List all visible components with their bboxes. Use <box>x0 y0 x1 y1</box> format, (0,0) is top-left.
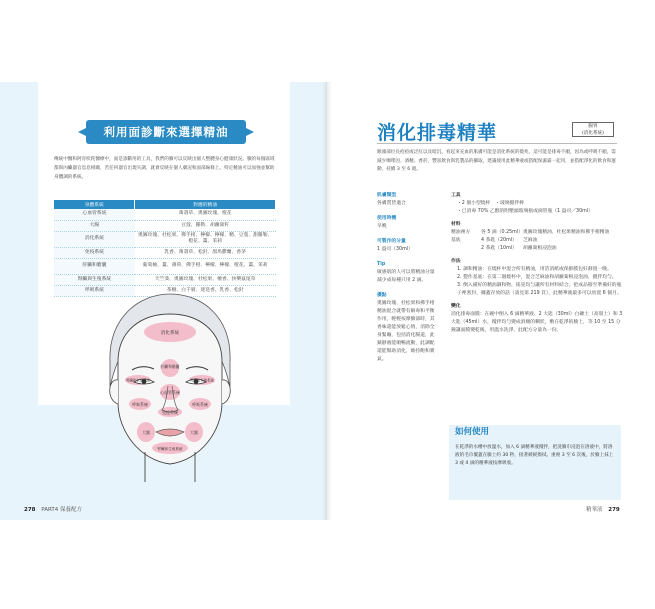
label-liver: 肝臟和膽囊 <box>160 364 180 369</box>
label-colon-right: 大腸 <box>190 430 198 435</box>
table-row <box>54 247 276 258</box>
badge-line-1: 腸胃 <box>588 124 598 129</box>
face-map-illustration <box>90 292 250 482</box>
table-row <box>54 258 276 274</box>
table-row <box>54 220 276 231</box>
table-cell-oil: 乳香、萬壽草、松針、甜馬鬱蘭、香茅 <box>135 247 276 258</box>
benefit-text: 奧圖玫瑰、杜松果和佛手柑精油混合就帶有解毒和平衡作用，輕輕按摩臉部時，其香味還能放鬆心情，消除全身緊繃，包括消化腸道，此鎮靜液能順暢流動，此調配還能幫助消化，維持飽和實氣。 <box>377 301 435 362</box>
material-qty: 各 5 滴（0.25ml） <box>481 230 523 235</box>
label-resp-right: 呼吸系統 <box>192 402 208 407</box>
left-ear <box>110 380 118 404</box>
step-item: 3. 倒入備好的精油調和物，搖晃均勻讓所有材料結合。把成品移至準備好的瓶子裡密封，據蓋存放的話（請見第 219 頁），此精華液最多可以放置 6 個月。 <box>457 283 622 296</box>
label-cardio: 心血管系統 <box>160 390 180 395</box>
label-kidney-right: 腎臟和生殖系統 <box>190 378 214 383</box>
material-row <box>451 237 623 245</box>
title-divider <box>377 143 617 144</box>
section-banner-title: 利用面診斷來選擇精油 <box>103 125 229 139</box>
usage-time-label: 使用時機 <box>377 216 397 221</box>
category-badge <box>572 122 614 137</box>
page-gutter <box>322 82 332 520</box>
material-kind <box>451 245 481 253</box>
tool-item: ・已消毒 70% 乙醇的附壓頭玻璃瓶或滴管瓶（1 盎司／30ml） <box>457 209 593 214</box>
table-cell-system: 呼吸系統 <box>54 285 135 296</box>
table-row <box>54 209 276 220</box>
dose-label: 可製作的分量 <box>377 239 406 244</box>
section-banner <box>86 120 246 144</box>
left-intro-text: 傳統中醫和阿育吠陀醫療中，面是診斷用的工具，我們的臉可以反映出個人整體身心健康狀況。臉的每個區域都與內臟器官息息相關，若任何器官出現失調，就會反映在個人膚況和面部線條上。特定精油可以加強並幫助身體調的系統。 <box>54 157 275 180</box>
recipe-info-column <box>377 192 439 364</box>
label-resp-left: 呼吸系統 <box>132 402 148 407</box>
how-to-use-text: 在乾淨的水槽中放溫水，加入 6 滴精華液攪拌，把洗臉巾浸泡在溶液中，將溶液的毛巾覆蓋在臉上約 30 秒，接著緩緩擦拭。重複 3 至 6 次後，於臉上抹上 3 或 4 滴的精華液按摩吸收。 <box>455 445 614 466</box>
skin-type-label: 肌膚類型 <box>377 193 397 198</box>
label-digestive: 消化系統 <box>160 331 180 336</box>
table-header-oil: 對應的精油 <box>135 200 276 209</box>
table-cell-system: 大腸 <box>54 220 135 231</box>
material-kind: 基底 <box>451 238 461 243</box>
tools-label: 工具 <box>451 193 461 198</box>
material-name: 芝麻油 <box>523 238 538 243</box>
recipe-title: 消化排毒精華 <box>377 122 498 144</box>
table-cell-system: 消化系統 <box>54 231 135 247</box>
table-cell-system: 肝臟和膽囊 <box>54 258 135 274</box>
variation-label: 變化 <box>451 304 461 309</box>
right-page-number: 279 <box>608 507 620 513</box>
system-oil-table <box>54 200 276 297</box>
materials-label: 材料 <box>451 222 461 227</box>
table-cell-oil: 豆蔻、羅勒、胡蘿蔔籽 <box>135 220 276 231</box>
table-cell-oil: 茶樹、白千層、迷迭香、乳香、松針 <box>135 285 276 296</box>
right-ear <box>222 380 230 404</box>
left-page-footer <box>24 505 82 513</box>
material-name: 胡蘿蔔根浸泡油 <box>523 246 557 251</box>
recipe-intro: 額頭部位長痘痘或泛紅以及暗沉，看起來充血的肌膚可能是消化系統的徵兆，這可能是排毒不順，因為或呼吸不順，需減少咖啡因、酒精、香菸，豐富飲食與乳製品的攝取，建議使用此精華液或搭配保濕霜一起用，並搭配淨化的飲食和運動，持續 3 至 6 週。 <box>377 150 616 172</box>
step-item: 1. 調和精油：在燒杯中混合所有精油，用箔消紙或保鮮膜包好靜置一晚。 <box>457 267 612 272</box>
table-row <box>54 231 276 247</box>
label-kidney-left: 腎臟和生殖系統 <box>126 378 150 383</box>
table-cell-system: 免疫系統 <box>54 247 135 258</box>
material-name: 奧圖玫瑰精油、杜松果精油和佛手柑精油 <box>523 230 610 235</box>
dose-value: 1 盎司（30ml） <box>377 247 413 252</box>
material-qty: 4 茶匙（20ml） <box>481 238 517 243</box>
material-row <box>451 245 623 253</box>
tool-item: ・2 個小型燒杯 ・玻璃攪拌棒 <box>457 201 524 206</box>
how-to-use-heading: 如何使用 <box>455 427 490 437</box>
table-cell-system: 腎臟與生殖系統 <box>54 274 135 285</box>
badge-line-2: (消化系統) <box>582 130 604 136</box>
table-cell-oil: 天竺葵、奧圖玫瑰、杜松果、檀香、快樂鼠尾草 <box>135 274 276 285</box>
material-qty: 2 茶匙（10ml） <box>481 246 517 251</box>
label-kidney-chin: 腎臟和生殖系統 <box>157 447 183 451</box>
label-immune: 免疫系統 <box>162 410 178 415</box>
table-cell-system: 心血管系統 <box>54 209 135 220</box>
table-header-system: 身體系統 <box>54 200 135 209</box>
left-page-number: 278 <box>24 507 36 513</box>
steps-label: 作法 <box>451 259 461 264</box>
table-cell-oil: 葡萄柚、薑、薄荷、佛手柑、檸檬、檸檬、橙花、薑、茉莉 <box>135 258 276 274</box>
right-page-footer <box>586 505 620 513</box>
variation-text: 消化排毒面膜：在碗中倒入 6 滴精華液、2 大匙（30ml）白礦土（高嶺土）和 3 大匙（45ml）水，攪拌均勻變成滑順的糊狀，敷在乾淨的臉上，等 10 至 15 分鐘讓面膜變乾後，用溫水洗淨，此配方分量為一份。 <box>451 312 623 333</box>
benefit-label: 優點 <box>377 293 387 298</box>
usage-time-value: 早晚 <box>377 224 387 229</box>
step-item: 2. 製作基底：在第二個燒杯中，混合芝麻油和胡蘿蔔根浸泡油，攪拌均勻。 <box>457 275 617 280</box>
material-kind: 精油複方 <box>451 230 471 235</box>
skin-type-value: 各膚質皆適合 <box>377 201 406 206</box>
table-cell-oil: 萬壽草、奧圖玫瑰、橙花 <box>135 209 276 220</box>
right-section-label: 精華液 <box>586 507 603 513</box>
left-section-label: 保養配方 <box>60 507 83 513</box>
tip-text: 敏感肌的人可以將精油分量減少成每種只用 2 滴。 <box>377 270 435 283</box>
table-row <box>54 274 276 285</box>
tip-label: Tip <box>377 262 386 267</box>
left-part-label: PART4 <box>41 507 59 513</box>
material-row <box>451 229 623 237</box>
recipe-method-column <box>451 192 623 335</box>
table-cell-oil: 奧圖玫瑰、杜松果、佛手柑、檸檬、檸檬、精、豆蔻、甜羅勒、橙花、薑、茉莉 <box>135 231 276 247</box>
label-colon-left: 大腸 <box>142 430 150 435</box>
